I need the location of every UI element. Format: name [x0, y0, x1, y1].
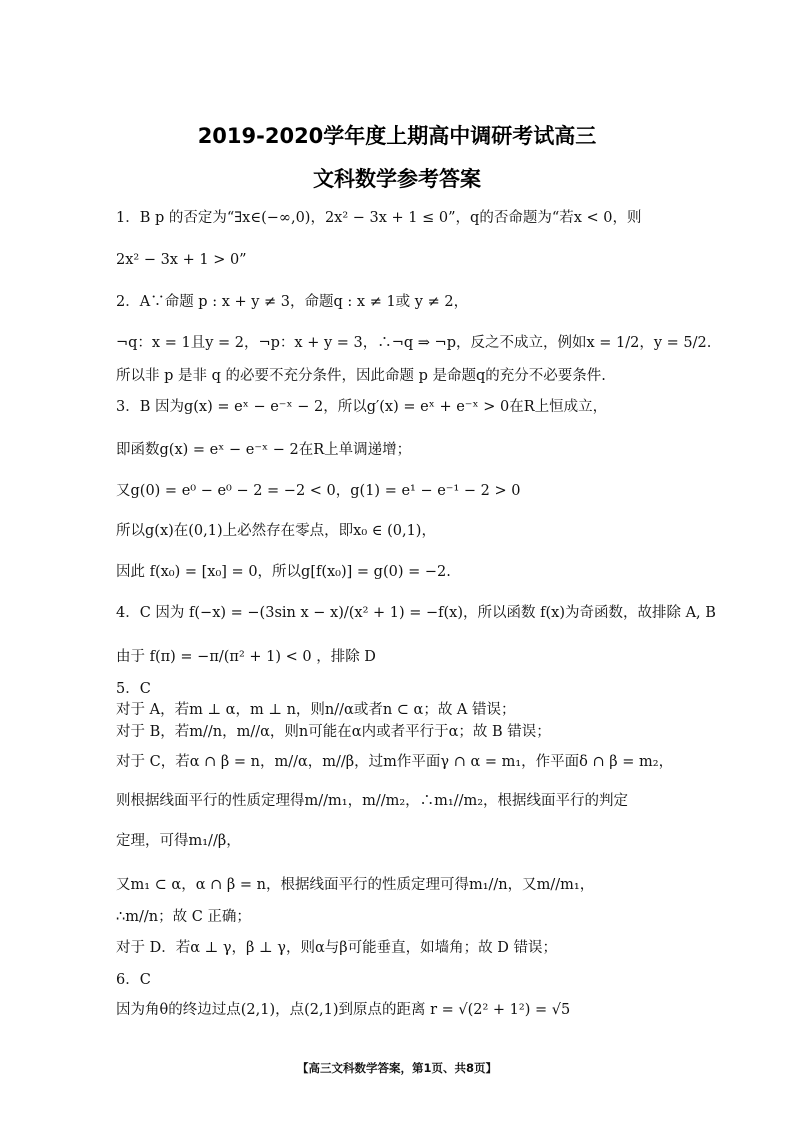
answer-line: 1．B p 的否定为“∃x∈(−∞,0)，2x² − 3x + 1 ≤ 0”，q的否命题为“若x < 0，则	[116, 210, 642, 226]
answer-line: 5．C	[116, 681, 151, 697]
answer-line: 对于 B，若m//n，m//α，则n可能在α内或者平行于α；故 B 错误；	[116, 724, 551, 740]
answer-line: 对于 A，若m ⊥ α，m ⊥ n，则n//α或者n ⊂ α；故 A 错误；	[116, 702, 516, 718]
answer-line: 所以g(x)在(0,1)上必然存在零点，即x₀ ∈ (0,1)，	[116, 523, 436, 539]
answer-line: 2．A∵命题 p : x + y ≠ 3，命题q : x ≠ 1或 y ≠ 2，	[116, 294, 469, 310]
answer-line: 6．C	[116, 972, 151, 988]
answer-line: 因为角θ的终边过点(2,1)，点(2,1)到原点的距离 r = √(2² + 1²) = √5	[116, 1002, 571, 1018]
answer-line: ¬q：x = 1且y = 2，¬p：x + y = 3，∴¬q ⇒ ¬p，反之不成立，例如x = 1/2，y = 5/2.	[116, 335, 712, 351]
page-footer: 【高三文科数学答案，第1页、共8页】	[296, 1061, 497, 1075]
answer-line: 2x² − 3x + 1 > 0”	[116, 252, 247, 268]
answer-line: 对于 D．若α ⊥ γ，β ⊥ γ，则α与β可能垂直，如墙角；故 D 错误；	[116, 940, 557, 956]
answer-line: 因此 f(x₀) = [x₀] = 0，所以g[f(x₀)] = g(0) = −2.	[116, 564, 451, 580]
answer-line: 又m₁ ⊂ α，α ∩ β = n，根据线面平行的性质定理可得m₁//n，又m//m₁，	[116, 877, 595, 893]
answer-line: ∴m//n；故 C 正确；	[116, 909, 251, 925]
answer-line: 对于 C，若α ∩ β = n，m//α，m//β，过m作平面γ ∩ α = m₁，作平面δ ∩ β = m₂，	[116, 754, 674, 770]
answer-line: 由于 f(π) = −π/(π² + 1) < 0 ，排除 D	[116, 649, 376, 665]
answer-line: 即函数g(x) = eˣ − e⁻ˣ − 2在R上单调递增；	[116, 442, 412, 458]
page-subtitle: 文科数学参考答案	[313, 167, 481, 191]
answer-line: 则根据线面平行的性质定理得m//m₁，m//m₂，∴m₁//m₂，根据线面平行的判定	[116, 793, 629, 809]
page-title: 2019-2020学年度上期高中调研考试高三	[197, 124, 597, 148]
answer-line: 3．B 因为g(x) = eˣ − e⁻ˣ − 2，所以g′(x) = eˣ + e⁻ˣ > 0在R上恒成立，	[116, 399, 608, 415]
answer-line: 定理，可得m₁//β，	[116, 833, 241, 849]
answer-line: 又g(0) = e⁰ − e⁰ − 2 = −2 < 0，g(1) = e¹ − e⁻¹ − 2 > 0	[116, 483, 521, 499]
answer-line: 4．C 因为 f(−x) = −(3sin x − x)/(x² + 1) = −f(x)，所以函数 f(x)为奇函数，故排除 A, B	[116, 605, 716, 621]
answer-line: 所以非 p 是非 q 的必要不充分条件，因此命题 p 是命题q的充分不必要条件.	[116, 368, 606, 384]
